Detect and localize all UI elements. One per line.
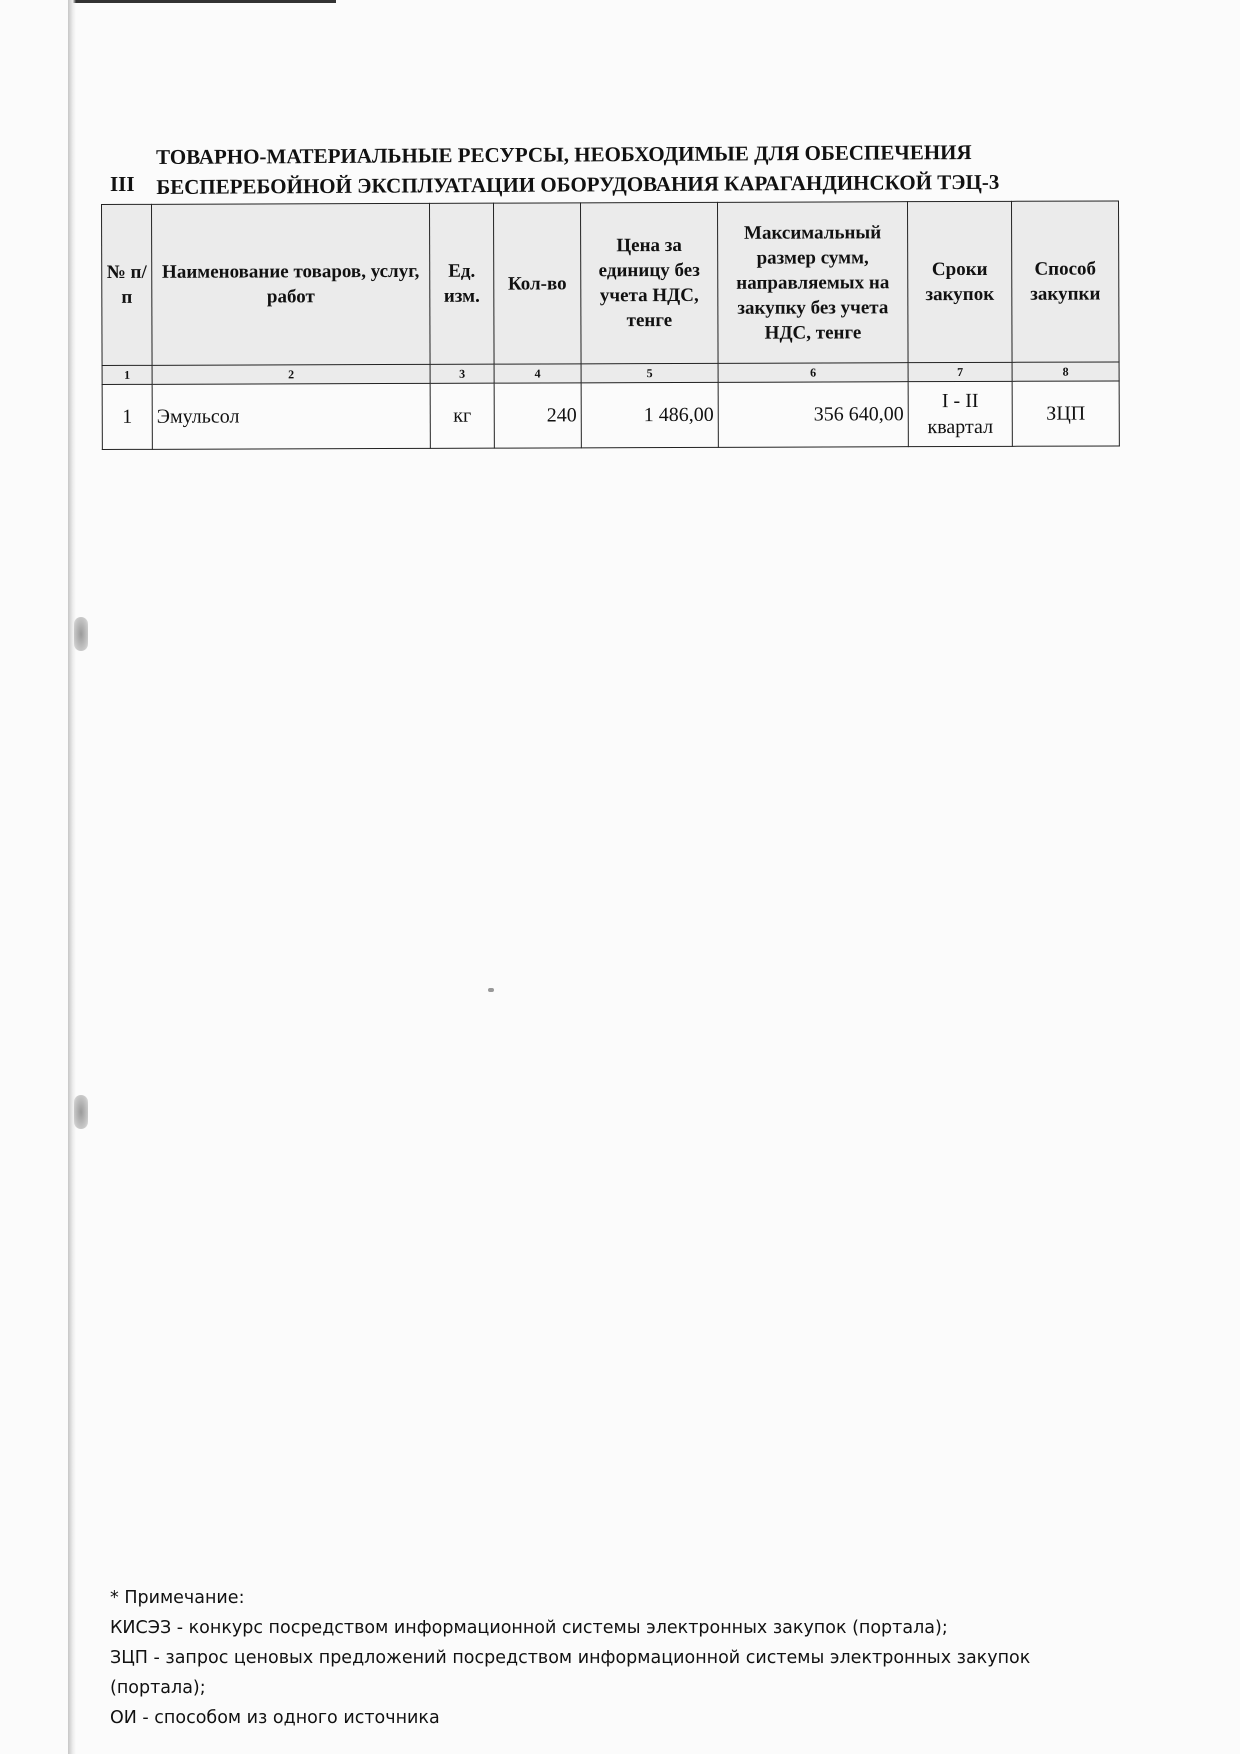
scan-edge-line: [68, 0, 336, 3]
column-number: 8: [1012, 362, 1119, 381]
cell-unit: кг: [430, 383, 494, 448]
cell-number: 1: [102, 384, 152, 449]
table-row: [102, 381, 1119, 450]
note-item: ОИ - способом из одного источника: [110, 1708, 440, 1728]
header-cell-quantity: Кол-во: [493, 203, 581, 364]
table-header-row: [102, 201, 1120, 366]
cell-unit-price: 1 486,00: [581, 382, 718, 447]
section-title-line: ТОВАРНО-МАТЕРИАЛЬНЫЕ РЕСУРСЫ, НЕОБХОДИМЫЕ ДЛЯ ОБЕСПЕЧЕНИЯ: [156, 140, 972, 169]
header-cell-number: № п/п: [102, 204, 153, 365]
column-number: 7: [908, 362, 1012, 381]
scan-speck: [488, 988, 494, 992]
column-number: 3: [430, 364, 494, 383]
cell-name: Эмульсол: [152, 383, 430, 449]
header-cell-unit: Ед. изм.: [429, 203, 494, 364]
column-number: 2: [152, 364, 430, 384]
header-cell-max-amount: Максимальный размер сумм, направляемых на закупку без учета НДС, тенге: [717, 202, 908, 364]
header-cell-name: Наименование товаров, услуг, работ: [152, 203, 431, 365]
column-number: 4: [494, 364, 581, 383]
notes-block: [110, 1583, 1110, 1733]
column-number: 6: [718, 363, 908, 383]
header-cell-term: Сроки закупок: [907, 201, 1012, 362]
cell-method: ЗЦП: [1012, 381, 1119, 446]
notes-title: * Примечание:: [110, 1588, 245, 1608]
header-cell-method: Способ закупки: [1011, 201, 1119, 362]
cell-quantity: 240: [494, 383, 581, 448]
punch-hole: [74, 617, 88, 651]
cell-term-line: квартал: [927, 415, 994, 439]
section-number: III: [110, 172, 135, 196]
procurement-table: [101, 200, 1120, 450]
cell-term-line: I - II: [941, 389, 979, 413]
column-number: 1: [102, 365, 152, 384]
note-item: ЗЦП - запрос ценовых предложений посредством информационной системы электронных закупок (портала);: [110, 1648, 1031, 1698]
cell-max-amount: 356 640,00: [718, 382, 908, 448]
header-cell-unit-price: Цена за единицу без учета НДС, тенге: [580, 202, 718, 363]
punch-hole: [74, 1095, 88, 1129]
section-title: [156, 136, 1096, 202]
section-title-line: БЕСПЕРЕБОЙНОЙ ЭКСПЛУАТАЦИИ ОБОРУДОВАНИЯ КАРАГАНДИНСКОЙ ТЭЦ-3: [156, 169, 1000, 199]
column-number: 5: [581, 363, 718, 382]
note-item: КИСЭЗ - конкурс посредством информационной системы электронных закупок (портала);: [110, 1618, 948, 1638]
scan-left-shadow: [68, 0, 76, 1754]
cell-term: [908, 381, 1012, 446]
